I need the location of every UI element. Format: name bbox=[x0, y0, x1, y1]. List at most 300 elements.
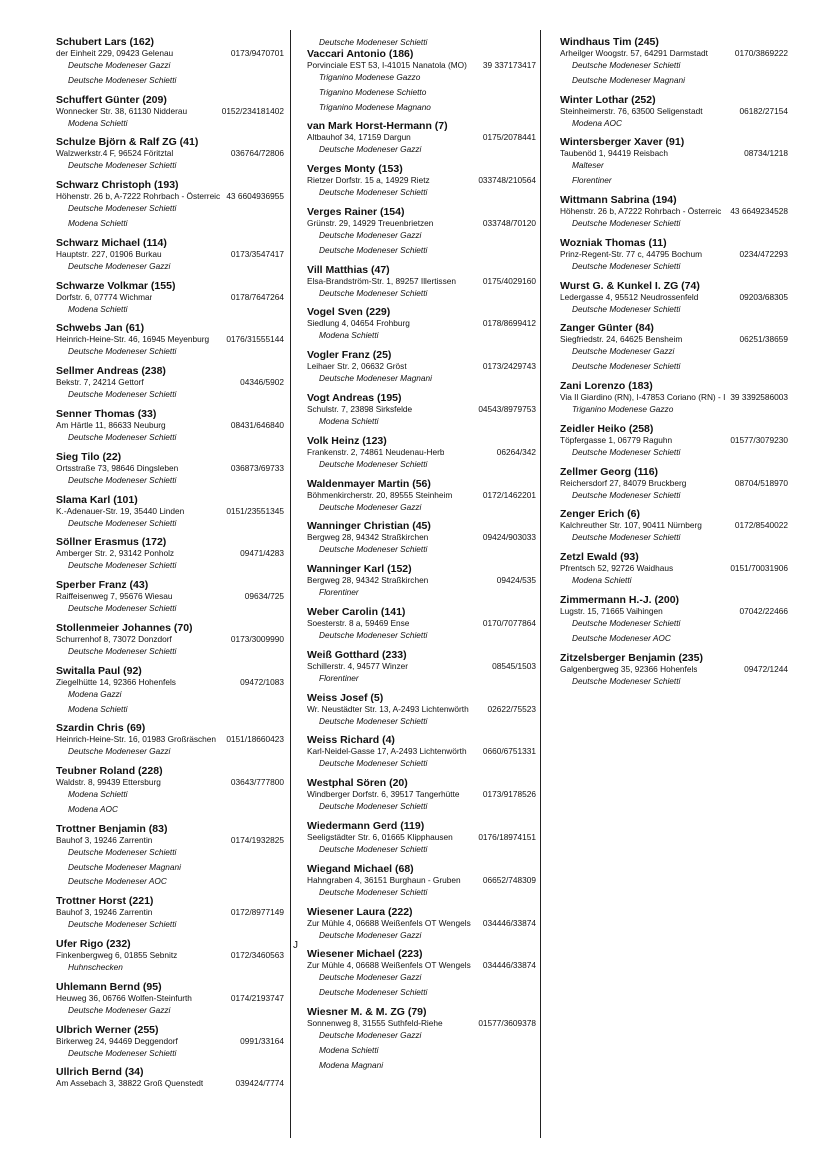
breeder-phone: 43 6649234528 bbox=[730, 205, 788, 216]
address-row bbox=[307, 575, 536, 585]
column-divider bbox=[540, 30, 541, 1138]
breed-item: Deutsche Modeneser Schietti bbox=[572, 361, 681, 372]
breed-list bbox=[68, 787, 284, 817]
breeder-entry bbox=[560, 280, 788, 317]
breeder-entry bbox=[56, 938, 284, 975]
breed-item: Deutsche Modeneser Magnani bbox=[319, 373, 432, 384]
breeder-entry bbox=[307, 435, 536, 472]
breed-item: Deutsche Modeneser Schietti bbox=[572, 532, 681, 543]
breeder-phone: 09472/1083 bbox=[240, 676, 284, 687]
breed-list bbox=[319, 328, 536, 343]
breed-item: Malteser bbox=[572, 160, 604, 171]
breeder-name: Vogt Andreas (195) bbox=[307, 391, 402, 404]
breeder-entry bbox=[56, 823, 284, 889]
breeder-address: Heuweg 36, 06766 Wolfen-Steinfurth bbox=[56, 992, 192, 1003]
breeder-address: Bergweg 28, 94342 Straßkirchen bbox=[307, 575, 429, 586]
breeder-entry bbox=[56, 1066, 284, 1088]
breed-item: Modena Schietti bbox=[68, 303, 128, 314]
column-divider bbox=[290, 30, 291, 1138]
breeder-phone: 034446/33874 bbox=[482, 960, 536, 971]
breeder-name: Weiss Richard (4) bbox=[307, 734, 395, 747]
breeder-phone: 09424/535 bbox=[496, 575, 536, 586]
breeder-address: Birkerweg 24, 94469 Deggendorf bbox=[56, 1035, 178, 1046]
breed-item: Deutsche Modeneser AOC bbox=[572, 632, 671, 643]
breeder-entry bbox=[307, 478, 536, 515]
breeder-name: Wozniak Thomas (11) bbox=[560, 236, 667, 249]
breed-list bbox=[68, 558, 284, 573]
breeder-entry bbox=[307, 349, 536, 386]
address-row bbox=[307, 318, 536, 328]
breeder-address: Hauptstr. 227, 01906 Burkau bbox=[56, 248, 162, 259]
breeder-name: Zellmer Georg (116) bbox=[560, 465, 659, 478]
breeder-phone: 0151/70031906 bbox=[730, 563, 788, 574]
address-row bbox=[307, 361, 536, 371]
address-row bbox=[56, 993, 284, 1003]
address-row bbox=[560, 478, 788, 488]
breeder-address: Leihaer Str. 2, 06632 Gröst bbox=[307, 361, 407, 372]
breeder-phone: 0173/9178526 bbox=[482, 789, 536, 800]
address-row bbox=[56, 634, 284, 644]
breed-item: Deutsche Modeneser Gazzi bbox=[319, 929, 422, 940]
breeder-entry bbox=[56, 94, 284, 131]
breeder-phone: 0170/7077864 bbox=[482, 617, 536, 628]
address-row bbox=[56, 591, 284, 601]
breeder-entry bbox=[307, 948, 536, 1000]
breeder-phone: 08545/1503 bbox=[492, 660, 536, 671]
breeder-address: Höhenstr. 26 b, A-7222 Rohrbach - Österreic bbox=[56, 191, 221, 202]
breeder-address: Bauhof 3, 19246 Zarrentin bbox=[56, 834, 153, 845]
breeder-phone: 0178/7647264 bbox=[230, 291, 284, 302]
breeder-address: Heinrich-Heine-Str. 16, 01983 Großräschen bbox=[56, 734, 217, 745]
breeder-address: Ortsstraße 73, 98646 Dingsleben bbox=[56, 462, 179, 473]
breed-item: Florentiner bbox=[319, 587, 359, 598]
breed-item: Deutsche Modeneser Schietti bbox=[68, 560, 177, 571]
breeder-phone: 06251/38659 bbox=[739, 334, 788, 345]
breeder-phone: 039424/7774 bbox=[235, 1078, 284, 1089]
breeder-name: Wintersberger Xaver (91) bbox=[560, 136, 685, 149]
breeder-address: Siegfriedstr. 24, 64625 Bensheim bbox=[560, 334, 683, 345]
address-row bbox=[56, 334, 284, 344]
breed-list bbox=[68, 158, 284, 173]
breeder-name: Wurst G. & Kunkel I. ZG (74) bbox=[560, 279, 700, 292]
breed-item: Deutsche Modeneser Schietti bbox=[68, 645, 177, 656]
address-row bbox=[560, 106, 788, 116]
breed-list bbox=[68, 744, 284, 759]
breeder-phone: 0151/23551345 bbox=[226, 505, 284, 516]
breeder-phone: 0175/2078441 bbox=[482, 132, 536, 143]
breed-list bbox=[319, 799, 536, 814]
breed-item: Florentiner bbox=[319, 672, 359, 683]
breed-list bbox=[68, 302, 284, 317]
breeder-address: K.-Adenauer-Str. 19, 35440 Linden bbox=[56, 505, 185, 516]
address-row bbox=[56, 148, 284, 158]
breed-item: Deutsche Modeneser Gazzi bbox=[68, 746, 171, 757]
breeder-phone: 08431/646840 bbox=[230, 419, 284, 430]
breeder-address: Zur Mühle 4, 06688 Weißenfels OT Wengels bbox=[307, 960, 471, 971]
breed-list bbox=[68, 1003, 284, 1018]
breed-item: Deutsche Modeneser Gazzi bbox=[319, 229, 422, 240]
breeder-entry bbox=[307, 649, 536, 686]
address-row bbox=[56, 463, 284, 473]
breed-item: Deutsche Modeneser Schietti bbox=[68, 74, 177, 85]
address-row bbox=[307, 746, 536, 756]
breeder-address: Reichersdorf 27, 84079 Bruckberg bbox=[560, 477, 687, 488]
breeder-address: Arheilger Woogstr. 57, 64291 Darmstadt bbox=[560, 48, 708, 58]
breeder-entry bbox=[560, 194, 788, 231]
breeder-name: Schwarz Christoph (193) bbox=[56, 179, 179, 192]
address-row bbox=[307, 661, 536, 671]
breed-item: Triganino Modenese Gazzo bbox=[319, 72, 421, 82]
address-row bbox=[56, 506, 284, 516]
address-row bbox=[307, 1018, 536, 1028]
breed-item: Modena Schietti bbox=[572, 575, 632, 586]
address-row bbox=[307, 490, 536, 500]
breed-item: Modena Magnani bbox=[319, 1059, 384, 1070]
breed-list bbox=[319, 70, 536, 114]
breed-list bbox=[68, 960, 284, 975]
breeder-phone: 08704/518970 bbox=[734, 477, 788, 488]
breeder-address: Waldstr. 8, 99439 Ettersburg bbox=[56, 777, 161, 788]
breeder-entry bbox=[307, 777, 536, 814]
breed-list bbox=[319, 457, 536, 472]
breed-item: Deutsche Modeneser Schietti bbox=[319, 843, 428, 854]
breeder-entry bbox=[307, 906, 536, 943]
breeder-phone: 0170/3869222 bbox=[734, 48, 788, 58]
breeder-name: Westphal Sören (20) bbox=[307, 777, 408, 790]
breed-list bbox=[319, 1028, 536, 1072]
breed-list bbox=[319, 414, 536, 429]
address-row bbox=[56, 249, 284, 259]
breeder-phone: 0175/4029160 bbox=[482, 275, 536, 286]
breeder-entry bbox=[307, 306, 536, 343]
breed-item: Deutsche Modeneser Schietti bbox=[319, 886, 428, 897]
address-row bbox=[307, 175, 536, 185]
breed-item: Deutsche Modeneser Schietti bbox=[68, 389, 177, 400]
breeder-entry bbox=[56, 322, 284, 359]
breed-item: Deutsche Modeneser Schietti bbox=[572, 60, 681, 70]
breeder-name: Switalla Paul (92) bbox=[56, 664, 142, 677]
breeder-entry bbox=[307, 820, 536, 857]
breed-list bbox=[319, 286, 536, 301]
address-row bbox=[307, 404, 536, 414]
breed-item: Deutsche Modeneser Schietti bbox=[68, 603, 177, 614]
breed-item: Deutsche Modeneser Schietti bbox=[572, 260, 681, 271]
breeder-name: Vogler Franz (25) bbox=[307, 349, 392, 362]
breeder-phone: 0174/2193747 bbox=[230, 992, 284, 1003]
breed-list bbox=[572, 674, 788, 689]
breed-item: Modena Schietti bbox=[68, 217, 128, 228]
breeder-name: Schuffert Günter (209) bbox=[56, 93, 167, 106]
breeder-name: Schubert Lars (162) bbox=[56, 36, 155, 48]
breed-item: Modena Schietti bbox=[319, 415, 379, 426]
breeder-entry bbox=[56, 408, 284, 445]
breed-list bbox=[319, 500, 536, 515]
breeder-address: Finkenbergweg 6, 01855 Sebnitz bbox=[56, 949, 178, 960]
breed-item: Deutsche Modeneser Gazzi bbox=[319, 972, 422, 983]
breeder-address: Rietzer Dorfstr. 15 a, 14929 Rietz bbox=[307, 175, 430, 186]
breeder-entry bbox=[560, 466, 788, 503]
breeder-address: Schillerstr. 4, 94577 Winzer bbox=[307, 660, 408, 671]
breed-list bbox=[572, 259, 788, 274]
breeder-phone: 0173/9470701 bbox=[230, 48, 284, 58]
breeder-entry bbox=[307, 48, 536, 114]
address-row bbox=[307, 60, 536, 70]
breed-item: Triganino Modenese Magnano bbox=[319, 101, 431, 112]
breed-list bbox=[319, 885, 536, 900]
breed-list bbox=[68, 201, 284, 231]
breeder-name: Zitzelsberger Benjamin (235) bbox=[560, 651, 703, 664]
breeder-address: Schurrenhof 8, 73072 Donzdorf bbox=[56, 633, 172, 644]
breeder-address: Seeligstädter Str. 6, 01665 Klipphausen bbox=[307, 831, 453, 842]
address-row bbox=[56, 950, 284, 960]
breed-list bbox=[319, 371, 536, 386]
breeder-address: Bauhof 3, 19246 Zarrentin bbox=[56, 907, 153, 918]
address-row bbox=[56, 1078, 284, 1088]
breeder-address: Porvinciale EST 53, I-41015 Nanatola (MO) bbox=[307, 60, 467, 70]
breed-item: Deutsche Modeneser Schietti bbox=[319, 544, 428, 555]
breed-item: Deutsche Modeneser Gazzi bbox=[319, 144, 422, 155]
breed-item: Modena AOC bbox=[572, 117, 622, 128]
address-row bbox=[307, 132, 536, 142]
breed-list bbox=[68, 259, 284, 274]
breeder-name: Szardin Chris (69) bbox=[56, 722, 146, 735]
breeder-address: Frankenstr. 2, 74861 Neudenau-Herb bbox=[307, 446, 445, 457]
breeder-entry bbox=[307, 264, 536, 301]
directory-column-2 bbox=[307, 36, 536, 1078]
breeder-phone: 0178/8699412 bbox=[482, 318, 536, 329]
breeder-address: Heinrich-Heine-Str. 46, 16945 Meyenburg bbox=[56, 334, 210, 345]
breeder-name: Söllner Erasmus (172) bbox=[56, 536, 167, 549]
breeder-name: Wiegand Michael (68) bbox=[307, 862, 414, 875]
breeder-name: Uhlemann Bernd (95) bbox=[56, 980, 162, 993]
breed-item: Deutsche Modeneser Schietti bbox=[319, 629, 428, 640]
breed-item: Deutsche Modeneser Gazzi bbox=[319, 501, 422, 512]
directory-column-3 bbox=[560, 36, 788, 694]
breeder-entry bbox=[307, 734, 536, 771]
breeder-name: Stollenmeier Johannes (70) bbox=[56, 621, 193, 634]
breeder-name: Ullrich Bernd (34) bbox=[56, 1066, 144, 1079]
breeder-phone: 06652/748309 bbox=[482, 874, 536, 885]
breed-list bbox=[572, 58, 788, 88]
breeder-address: Windberger Dorfstr. 6, 39517 Tangerhütte bbox=[307, 789, 460, 800]
breeder-address: Karl-Neidel-Gasse 17, A-2493 Lichtenwörth bbox=[307, 746, 467, 757]
breeder-address: Lugstr. 15, 71665 Vaihingen bbox=[560, 605, 663, 616]
breeder-phone: 08734/1218 bbox=[744, 148, 788, 159]
breeder-address: Elsa-Brandström-Str. 1, 89257 Illertissen bbox=[307, 275, 456, 286]
address-row bbox=[560, 435, 788, 445]
address-row bbox=[56, 907, 284, 917]
address-row bbox=[560, 148, 788, 158]
address-row bbox=[560, 563, 788, 573]
address-row bbox=[307, 875, 536, 885]
breed-list bbox=[68, 387, 284, 402]
address-row bbox=[56, 677, 284, 687]
breed-item: Deutsche Modeneser Schietti bbox=[68, 919, 177, 930]
breed-item: Deutsche Modeneser Gazzi bbox=[68, 260, 171, 271]
breeder-phone: 09472/1244 bbox=[744, 663, 788, 674]
breed-item: Deutsche Modeneser Magnani bbox=[572, 74, 685, 85]
breed-list bbox=[319, 542, 536, 557]
breed-item: Modena Gazzi bbox=[68, 688, 122, 699]
breeder-entry bbox=[56, 765, 284, 817]
breed-item: Deutsche Modeneser Magnani bbox=[68, 861, 181, 872]
address-row bbox=[56, 1036, 284, 1046]
breeder-phone: 0172/1462201 bbox=[482, 489, 536, 500]
breed-item: Modena Schietti bbox=[68, 789, 128, 800]
breeder-entry bbox=[560, 94, 788, 131]
continued-breed-list bbox=[319, 36, 536, 48]
breeder-entry bbox=[56, 136, 284, 173]
breeder-address: Sonnenweg 8, 31555 Suthfeld-Riehe bbox=[307, 1017, 443, 1028]
address-row bbox=[560, 392, 788, 402]
breeder-address: Raiffeisenweg 7, 95676 Wiesau bbox=[56, 591, 173, 602]
address-row bbox=[307, 918, 536, 928]
breed-list bbox=[68, 344, 284, 359]
address-row bbox=[307, 276, 536, 286]
breed-list bbox=[319, 628, 536, 643]
breed-list bbox=[319, 585, 536, 600]
breeder-address: Altbauhof 34, 17159 Dargun bbox=[307, 132, 411, 143]
breeder-entry bbox=[56, 451, 284, 488]
breeder-entry bbox=[56, 536, 284, 573]
breeder-name: Slama Karl (101) bbox=[56, 493, 138, 506]
breeder-address: Töpfergasse 1, 06779 Raguhn bbox=[560, 434, 673, 445]
breeder-phone: 0151/18660423 bbox=[226, 734, 284, 745]
address-row bbox=[560, 249, 788, 259]
address-row bbox=[560, 206, 788, 216]
breeder-address: Bergweg 28, 94342 Straßkirchen bbox=[307, 532, 429, 543]
breeder-address: Wonnecker Str. 38, 61130 Nidderau bbox=[56, 105, 188, 116]
breeder-entry bbox=[56, 36, 284, 88]
breeder-name: Vill Matthias (47) bbox=[307, 263, 390, 276]
breeder-address: Zur Mühle 4, 06688 Weißenfels OT Wengels bbox=[307, 917, 471, 928]
breeder-phone: 0152/234181402 bbox=[221, 105, 284, 116]
breeder-phone: 0174/1932825 bbox=[230, 834, 284, 845]
breed-list bbox=[68, 516, 284, 531]
breed-item: Triganino Modenese Gazzo bbox=[572, 403, 674, 414]
breeder-address: Schulstr. 7, 23898 Sirksfelde bbox=[307, 403, 413, 414]
breed-item: Deutsche Modeneser Schietti bbox=[319, 287, 428, 298]
breed-item: Deutsche Modeneser Schietti bbox=[572, 675, 681, 686]
breeder-address: Steinheimerstr. 76, 63500 Seligenstadt bbox=[560, 105, 703, 116]
breeder-entry bbox=[56, 1024, 284, 1061]
breed-item: Deutsche Modeneser Schietti bbox=[68, 431, 177, 442]
breed-item: Deutsche Modeneser Schietti bbox=[68, 474, 177, 485]
breed-item: Modena Schietti bbox=[319, 330, 379, 341]
breeder-phone: 0172/8977149 bbox=[230, 907, 284, 918]
breed-list bbox=[319, 842, 536, 857]
breeder-name: Weber Carolin (141) bbox=[307, 605, 406, 618]
breeder-entry bbox=[307, 163, 536, 200]
breeder-address: Am Assebach 3, 38822 Groß Quenstedt bbox=[56, 1078, 204, 1089]
breeder-name: Trottner Horst (221) bbox=[56, 895, 154, 908]
breeder-entry bbox=[307, 1006, 536, 1072]
breed-item: Deutsche Modeneser Schietti bbox=[572, 446, 681, 457]
side-letter: J bbox=[293, 940, 298, 951]
breeder-entry bbox=[307, 606, 536, 643]
address-row bbox=[307, 218, 536, 228]
breed-list bbox=[68, 1046, 284, 1061]
breeder-phone: 0172/3460563 bbox=[230, 949, 284, 960]
breeder-phone: 0173/3547417 bbox=[230, 248, 284, 259]
breed-item: Modena Schietti bbox=[319, 1044, 379, 1055]
breeder-phone: 09203/68305 bbox=[739, 291, 788, 302]
breed-list bbox=[319, 228, 536, 258]
breeder-name: Sperber Franz (43) bbox=[56, 579, 149, 592]
breed-item: Deutsche Modeneser Schietti bbox=[68, 346, 177, 357]
breeder-address: Ledergasse 4, 95512 Neudrossenfeld bbox=[560, 291, 699, 302]
directory-column-1 bbox=[56, 36, 284, 1094]
address-row bbox=[56, 734, 284, 744]
breeder-entry bbox=[307, 392, 536, 429]
breed-item: Deutsche Modeneser Gazzi bbox=[572, 346, 675, 357]
breeder-address: Wr. Neustädter Str. 13, A-2493 Lichtenwörth bbox=[307, 703, 469, 714]
breed-item: Deutsche Modeneser AOC bbox=[68, 876, 167, 887]
breed-item: Deutsche Modeneser Schietti bbox=[319, 801, 428, 812]
breeder-name: Weiss Josef (5) bbox=[307, 691, 384, 704]
breeder-address: Bekstr. 7, 24214 Gettorf bbox=[56, 377, 144, 388]
breed-list bbox=[572, 158, 788, 188]
breed-list bbox=[572, 116, 788, 131]
breeder-entry bbox=[560, 594, 788, 646]
breeder-address: Böhmenkircherstr. 20, 89555 Steinheim bbox=[307, 489, 453, 500]
breeder-phone: 034446/33874 bbox=[482, 917, 536, 928]
breeder-address: Pfrentsch 52, 92726 Waidhaus bbox=[560, 563, 674, 574]
address-row bbox=[307, 789, 536, 799]
breeder-phone: 0176/18974151 bbox=[478, 831, 536, 842]
breeder-name: Zimmermann H.-J. (200) bbox=[560, 593, 680, 606]
breeder-phone: 0176/31555144 bbox=[226, 334, 284, 345]
breeder-phone: 04346/5902 bbox=[240, 377, 284, 388]
breeder-name: Ulbrich Werner (255) bbox=[56, 1023, 159, 1036]
breed-item: Deutsche Modeneser Schietti bbox=[572, 217, 681, 228]
breed-item: Modena Schietti bbox=[68, 117, 128, 128]
breed-list bbox=[572, 573, 788, 588]
breed-item: Modena AOC bbox=[68, 803, 118, 814]
breed-list bbox=[319, 970, 536, 1000]
breeder-entry bbox=[56, 895, 284, 932]
breeder-entry bbox=[560, 36, 788, 88]
breed-item: Deutsche Modeneser Schietti bbox=[319, 37, 428, 47]
breeder-phone: 04543/8979753 bbox=[478, 403, 536, 414]
breeder-entry bbox=[307, 520, 536, 557]
breeder-name: Zetzl Ewald (93) bbox=[560, 551, 639, 564]
breeder-phone: 01577/3609378 bbox=[478, 1017, 536, 1028]
breed-item: Deutsche Modeneser Schietti bbox=[319, 187, 428, 198]
breeder-address: Amberger Str. 2, 93142 Ponholz bbox=[56, 548, 175, 559]
address-row bbox=[56, 377, 284, 387]
breed-list bbox=[572, 402, 788, 417]
breeder-phone: 06264/342 bbox=[496, 446, 536, 457]
breed-item: Deutsche Modeneser Schietti bbox=[319, 758, 428, 769]
breeder-entry bbox=[307, 206, 536, 258]
breeder-entry bbox=[560, 380, 788, 417]
breed-item: Deutsche Modeneser Schietti bbox=[68, 203, 177, 214]
breeder-name: Waldenmayer Martin (56) bbox=[307, 477, 431, 490]
breed-list bbox=[68, 687, 284, 717]
breeder-name: Verges Rainer (154) bbox=[307, 205, 405, 218]
address-row bbox=[560, 334, 788, 344]
breed-list bbox=[68, 473, 284, 488]
breed-item: Deutsche Modeneser Schietti bbox=[319, 244, 428, 255]
address-row bbox=[307, 832, 536, 842]
breed-list bbox=[68, 644, 284, 659]
breeder-phone: 0991/33164 bbox=[240, 1035, 284, 1046]
breeder-phone: 0173/3009990 bbox=[230, 633, 284, 644]
breed-list bbox=[572, 530, 788, 545]
breeder-name: Zani Lorenzo (183) bbox=[560, 379, 653, 392]
breed-item: Florentiner bbox=[572, 175, 612, 186]
